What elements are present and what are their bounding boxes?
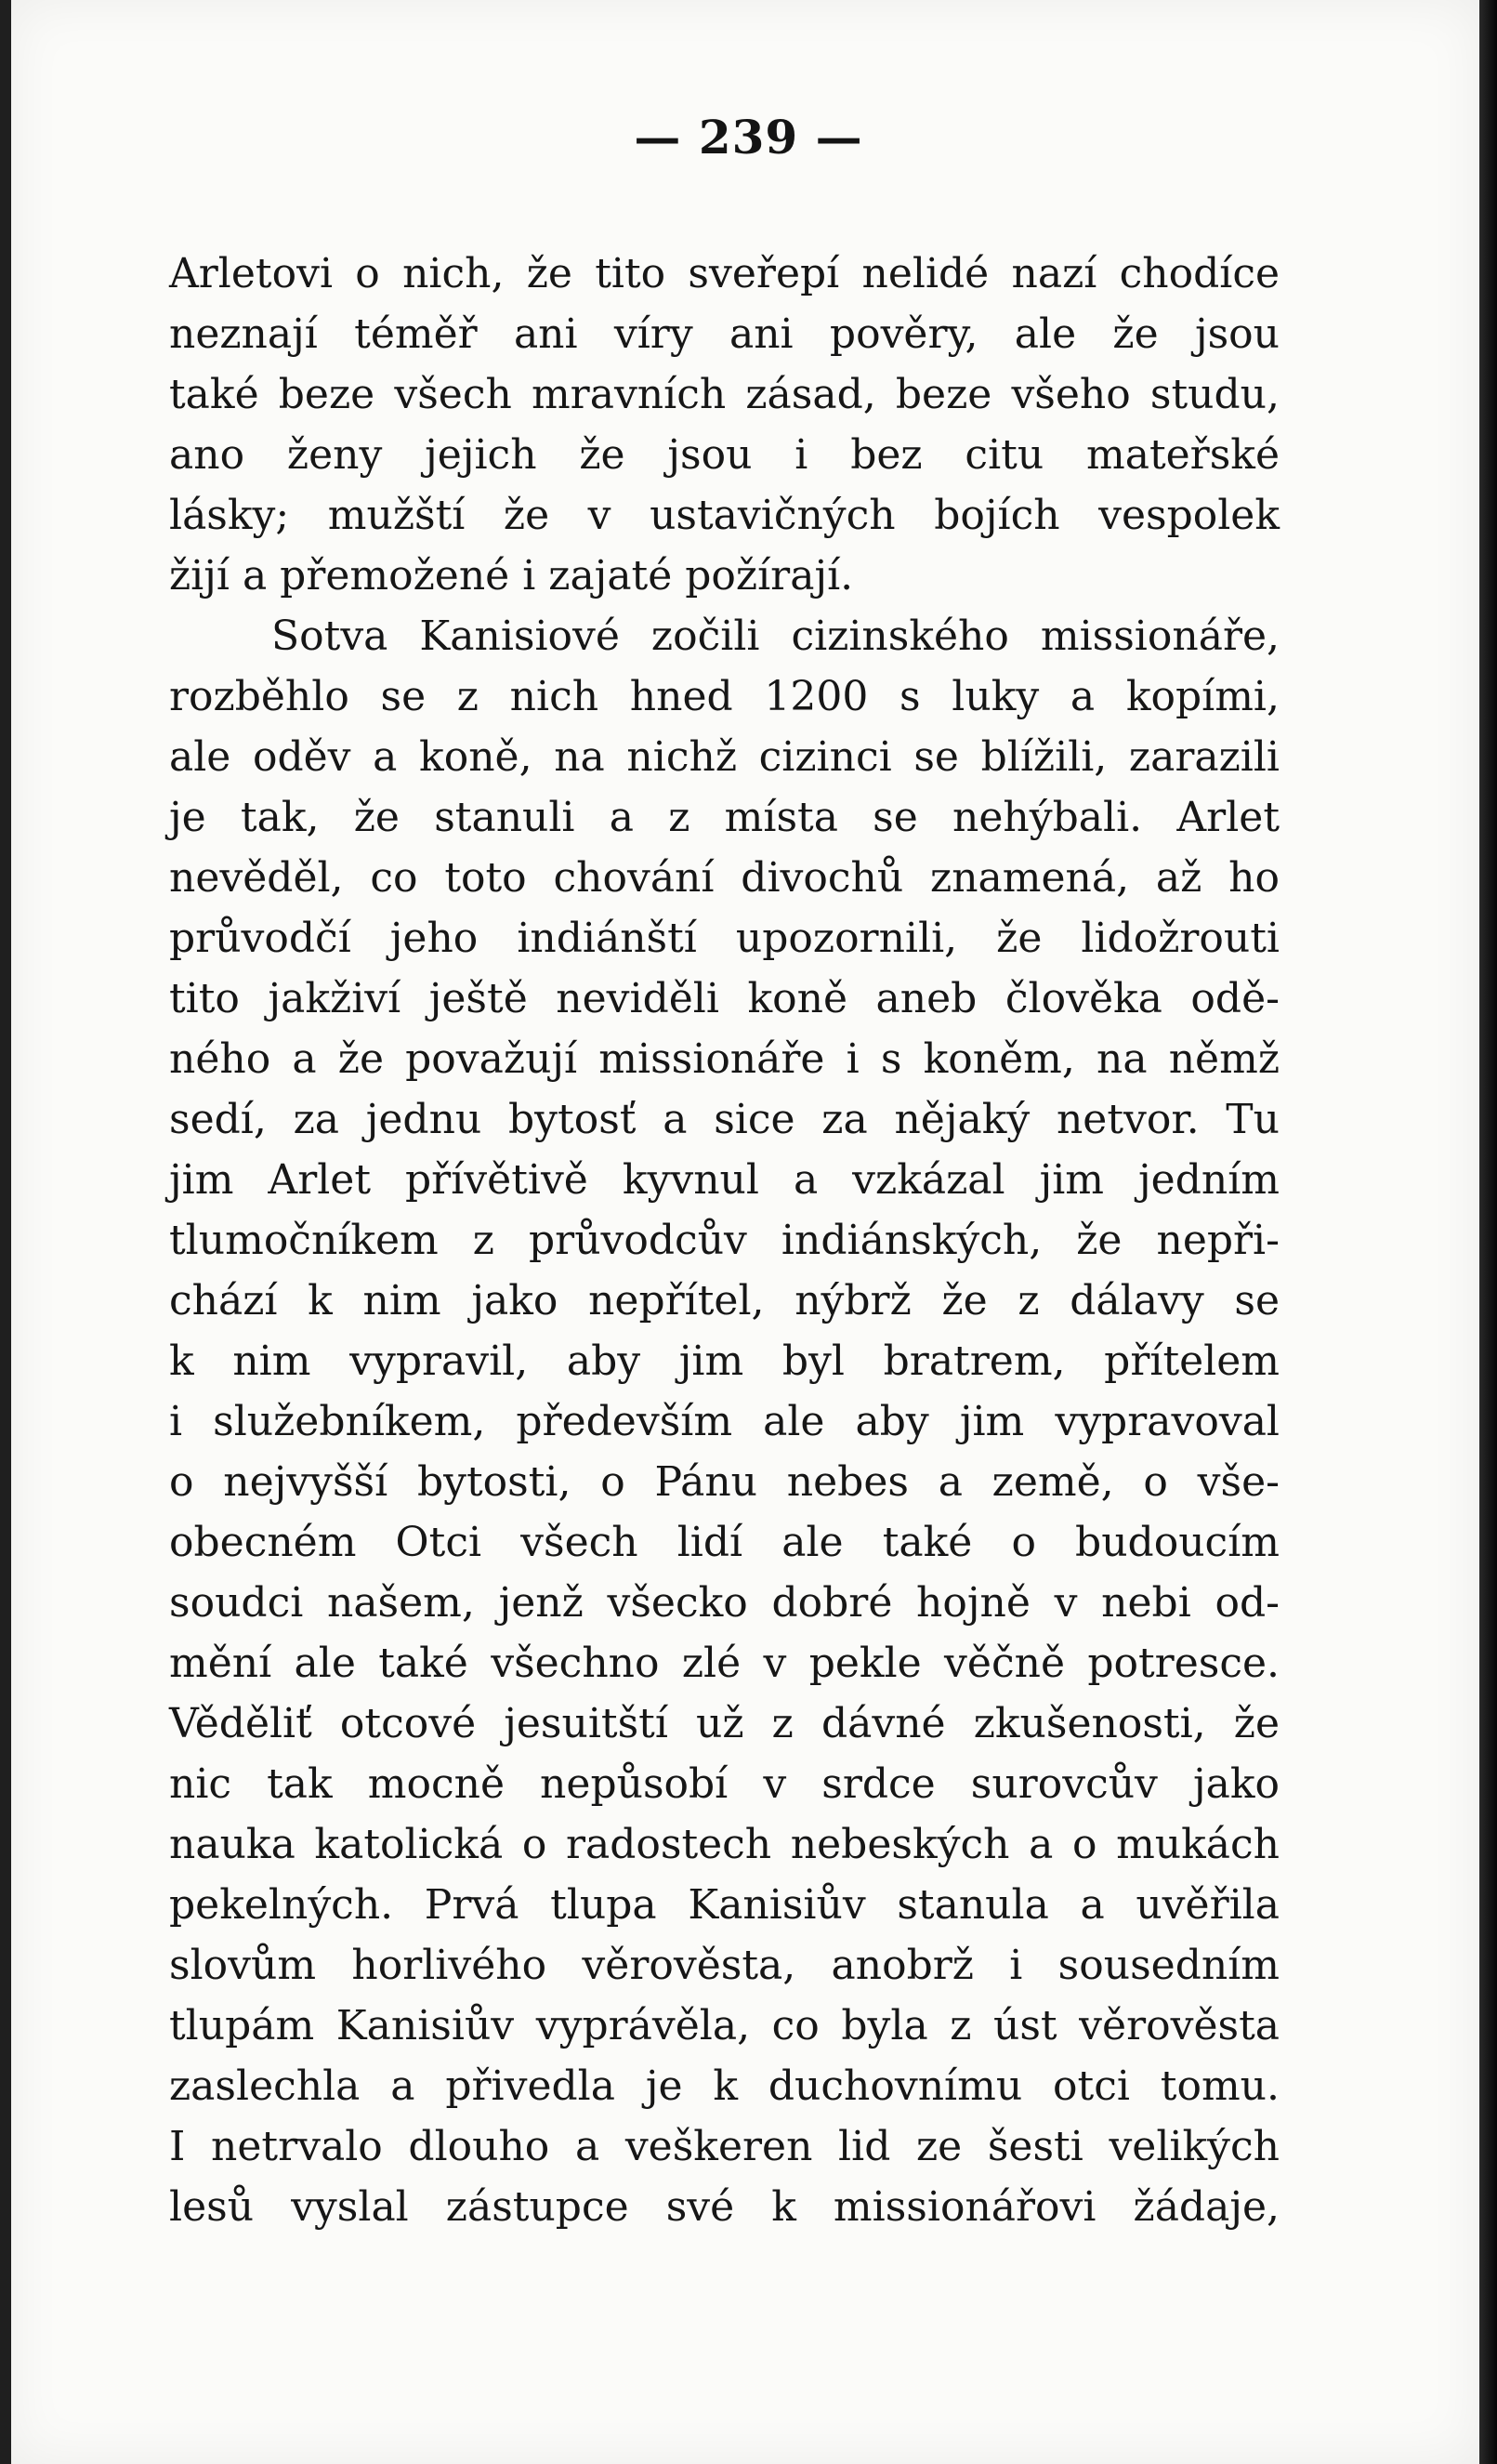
page-edge-shadow xyxy=(1479,0,1497,2464)
text-line-30: tlupám Kanisiův vyprávěla, co byla z úst věrověsta xyxy=(169,2002,1280,2049)
text-line-7: Sotva Kanisiové zočili cizinského missionáře, xyxy=(271,613,1280,660)
text-line-2: neznají téměř ani víry ani pověry, ale že jsou xyxy=(169,310,1280,358)
text-line-22: obecném Otci všech lidí ale také o budoucím xyxy=(169,1519,1280,1566)
text-line-6: žijí a přemožené i zajaté požírají. xyxy=(169,552,854,600)
text-line-29: slovům horlivého věrověsta, anobrž i sousedním xyxy=(169,1942,1280,1989)
text-line-25: Věděliť otcové jesuitští už z dávné zkušenosti, že xyxy=(169,1700,1280,1747)
text-line-13: tito jakživí ještě neviděli koně aneb člověka odě- xyxy=(169,975,1280,1022)
text-line-10: je tak, že stanuli a z místa se nehýbali. Arlet xyxy=(169,794,1280,841)
text-line-8: rozběhlo se z nich hned 1200 s luky a kopími, xyxy=(169,673,1280,720)
text-line-4: ano ženy jejich že jsou i bez citu mateřské xyxy=(169,431,1280,479)
text-line-32: I netrvalo dlouho a veškeren lid ze šesti velikých xyxy=(169,2123,1280,2170)
text-line-27: nauka katolická o radostech nebeských a o mukách xyxy=(169,1821,1280,1868)
text-line-20: i služebníkem, především ale aby jim vypravoval xyxy=(169,1398,1280,1445)
text-line-12: průvodčí jeho indiánští upozornili, že lidožrouti xyxy=(169,915,1280,962)
text-line-26: nic tak mocně nepůsobí v srdce surovcův jako xyxy=(169,1760,1280,1808)
text-line-18: chází k nim jako nepřítel, nýbrž že z dálavy se xyxy=(169,1277,1280,1324)
text-line-21: o nejvyšší bytosti, o Pánu nebes a země, o vše- xyxy=(169,1458,1280,1506)
text-line-15: sedí, za jednu bytosť a sice za nějaký netvor. Tu xyxy=(169,1096,1280,1143)
text-line-33: lesů vyslal zástupce své k missionářovi žádaje, xyxy=(169,2183,1280,2231)
text-line-5: lásky; mužští že v ustavičných bojích vespolek xyxy=(169,492,1280,539)
text-line-9: ale oděv a koně, na nichž cizinci se blížili, zarazili xyxy=(169,733,1280,781)
text-line-17: tlumočníkem z průvodcův indiánských, že nepři- xyxy=(169,1217,1280,1264)
text-line-23: soudci našem, jenž všecko dobré hojně v nebi od- xyxy=(169,1579,1280,1627)
text-line-28: pekelných. Prvá tlupa Kanisiův stanula a uvěřila xyxy=(169,1881,1280,1929)
text-line-1: Arletovi o nich, že tito sveřepí nelidé nazí chodíce xyxy=(169,250,1280,297)
text-line-24: mění ale také všechno zlé v pekle věčně potresce. xyxy=(169,1640,1280,1687)
body-text xyxy=(169,244,1280,2237)
text-line-31: zaslechla a přivedla je k duchovnímu otci tomu. xyxy=(169,2062,1280,2110)
text-line-19: k nim vypravil, aby jim byl bratrem, přítelem xyxy=(169,1337,1280,1385)
text-line-11: nevěděl, co toto chování divochů znamená, až ho xyxy=(169,854,1280,902)
page-number: — 239 — xyxy=(634,110,863,165)
text-line-14: ného a že považují missionáře i s koněm, na němž xyxy=(169,1035,1280,1083)
text-line-16: jim Arlet přívětivě kyvnul a vzkázal jim jedním xyxy=(169,1156,1280,1204)
text-line-3: také beze všech mravních zásad, beze všeho studu, xyxy=(169,371,1280,418)
